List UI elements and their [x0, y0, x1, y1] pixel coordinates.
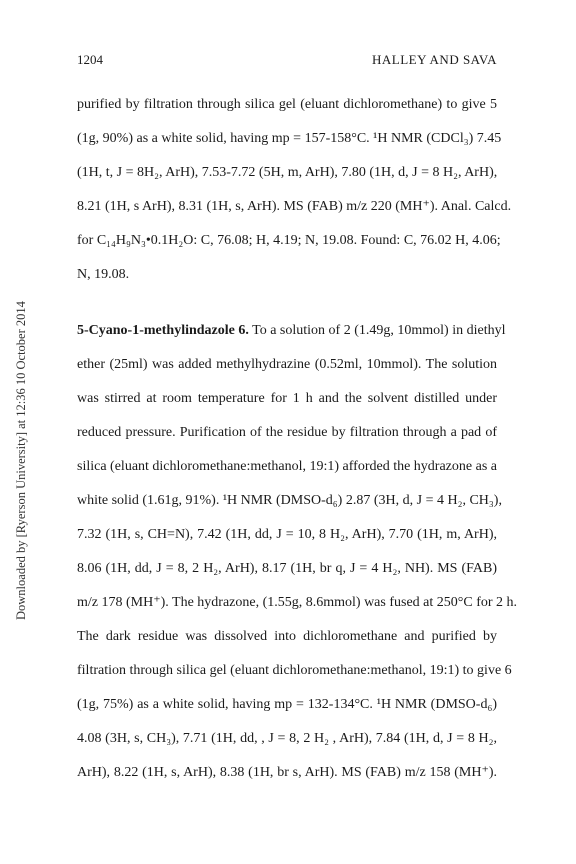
page-number: 1204 [77, 52, 103, 67]
text-line: 4.08 (3H, s, CH₃), 7.71 (1H, dd, , J = 8, 2 H₂ , ArH), 7.84 (1H, d, J = 8 H₂, [77, 731, 497, 746]
text-line: for C₁₄H₉N₃•0.1H₂O: C, 76.08; H, 4.19; N, 19.08. Found: C, 76.02 H, 4.06; [77, 233, 501, 248]
section-title: 5-Cyano-1-methylindazole 6. [77, 323, 249, 338]
text-line: ArH), 8.22 (1H, s, ArH), 8.38 (1H, br s, ArH). MS (FAB) m/z 158 (MH⁺). [77, 765, 497, 780]
running-head: HALLEY AND SAVA [372, 52, 497, 67]
text-line: (1g, 90%) as a white solid, having mp = 157-158°C. ¹H NMR (CDCl₃) 7.45 [77, 131, 502, 146]
text-line: ether (25ml) was added methylhydrazine (0.52ml, 10mmol). The solution [77, 357, 497, 372]
text-line: 7.32 (1H, s, CH=N), 7.42 (1H, dd, J = 10, 8 H₂, ArH), 7.70 (1H, m, ArH), [77, 527, 497, 542]
text-line: The dark residue was dissolved into dichloromethane and purified by [77, 629, 497, 644]
text-line: purified by filtration through silica gel (eluant dichloromethane) to give 5 [77, 97, 497, 112]
text-line: (1H, t, J = 8H₂, ArH), 7.53-7.72 (5H, m, ArH), 7.80 (1H, d, J = 8 H₂, ArH), [77, 165, 498, 180]
text-line: reduced pressure. Purification of the residue by filtration through a pad of [77, 425, 497, 440]
text-line: filtration through silica gel (eluant dichloromethane:methanol, 19:1) to give 6 [77, 663, 512, 678]
text-line: (1g, 75%) as a white solid, having mp = 132-134°C. ¹H NMR (DMSO-d₆) [77, 697, 497, 712]
text-line: 8.06 (1H, dd, J = 8, 2 H₂, ArH), 8.17 (1H, br q, J = 4 H₂, NH). MS (FAB) [77, 561, 497, 576]
text-line: N, 19.08. [77, 267, 130, 282]
text-line: was stirred at room temperature for 1 h and the solvent distilled under [77, 391, 497, 406]
page-header [77, 52, 497, 72]
text-line: silica (eluant dichloromethane:methanol, 19:1) afforded the hydrazone as a [77, 459, 497, 474]
text-line [77, 322, 506, 340]
text-line: white solid (1.61g, 91%). ¹H NMR (DMSO-d₆) 2.87 (3H, d, J = 4 H₂, CH₃), [77, 493, 502, 508]
text-line: m/z 178 (MH⁺). The hydrazone, (1.55g, 8.6mmol) was fused at 250°C for 2 h. [77, 595, 518, 610]
text-run: To a solution of 2 (1.49g, 10mmol) in diethyl [252, 323, 506, 338]
download-watermark: Downloaded by [Ryerson University] at 12:36 10 October 2014 [14, 301, 28, 620]
text-line: 8.21 (1H, s ArH), 8.31 (1H, s, ArH). MS (FAB) m/z 220 (MH⁺). Anal. Calcd. [77, 199, 512, 214]
